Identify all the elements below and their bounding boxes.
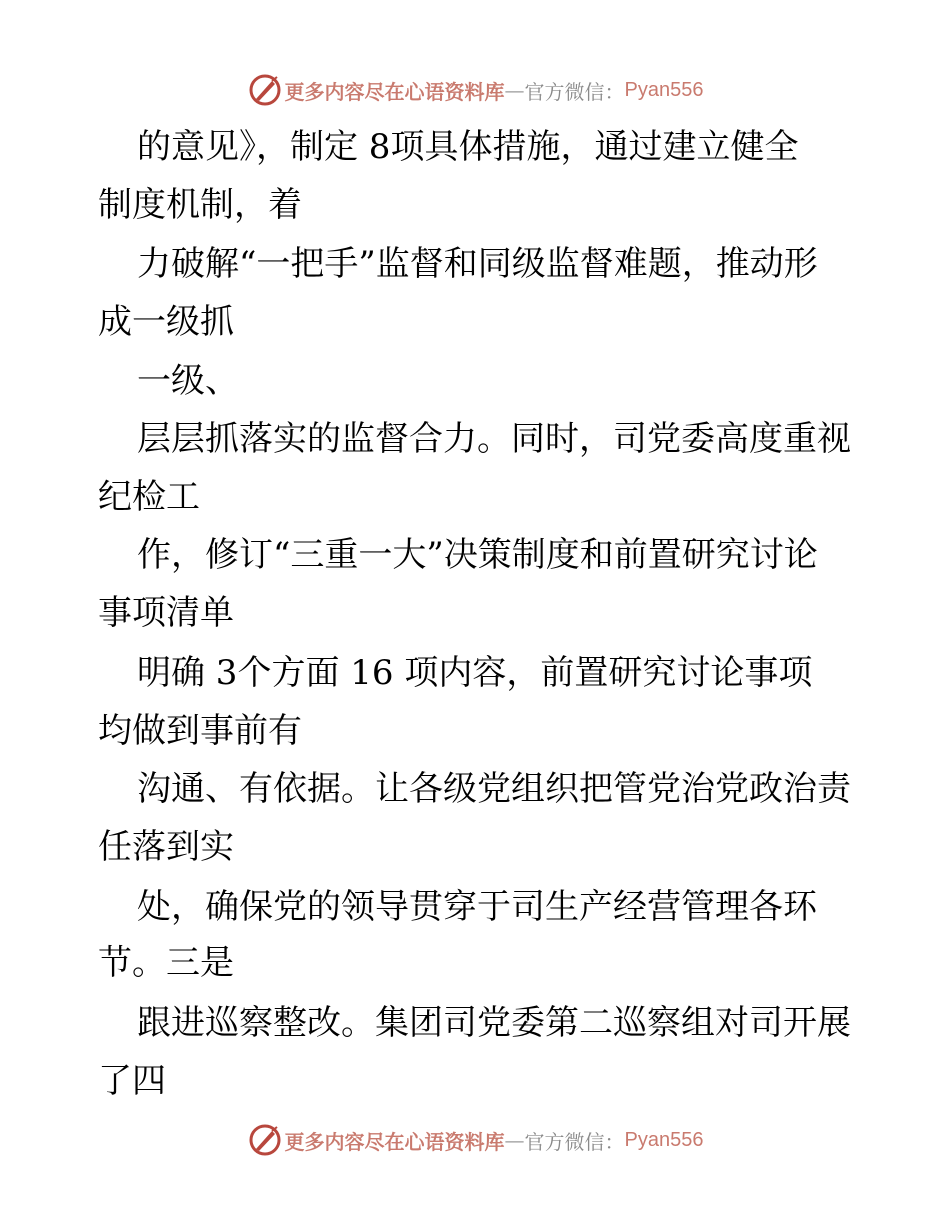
banner-main-text: 更多内容尽在心语资料库 — [284, 1129, 505, 1154]
body-line: 均做到事前有 — [98, 711, 302, 751]
body-line: 层层抓落实的监督合力。同时，司党委高度重视 — [137, 419, 851, 459]
body-line: 了四 — [98, 1061, 166, 1101]
body-line: 的意见》，制定 8项具体措施，通过建立健全 — [137, 127, 799, 167]
banner-dash: — — [504, 78, 525, 102]
header-watermark-banner — [0, 70, 950, 110]
footer-watermark-banner — [0, 1120, 950, 1160]
banner-wechat-id: Pyan556 — [624, 1128, 704, 1151]
body-line: 成一级抓 — [98, 302, 234, 342]
banner-dash: — — [504, 1128, 525, 1152]
body-line: 跟进巡察整改。集团司党委第二巡察组对司开展 — [137, 1003, 851, 1043]
body-line: 制度机制，着 — [98, 185, 302, 225]
body-line: 作，修订“三重一大”决策制度和前置研究讨论 — [137, 535, 818, 575]
body-line: 节。三是 — [98, 943, 234, 983]
body-line: 纪检工 — [98, 477, 200, 517]
banner-main-text: 更多内容尽在心语资料库 — [284, 79, 505, 104]
quill-logo-icon — [247, 1122, 283, 1158]
body-line: 任落到实 — [98, 827, 234, 867]
body-line: 处，确保党的领导贯穿于司生产经营管理各环 — [137, 887, 817, 927]
body-line: 力破解“一把手”监督和同级监督难题，推动形 — [137, 244, 818, 284]
body-line: 沟通、有依据。让各级党组织把管党治党政治责 — [137, 769, 851, 809]
body-line: 事项清单 — [98, 593, 234, 633]
banner-wechat-id: Pyan556 — [624, 78, 704, 101]
body-line: 一级、 — [137, 361, 239, 401]
body-line: 明确 3个方面 16 项内容，前置研究讨论事项 — [137, 653, 813, 693]
banner-wechat-label: 官方微信： — [524, 79, 625, 104]
quill-logo-icon — [247, 72, 283, 108]
banner-wechat-label: 官方微信： — [524, 1129, 625, 1154]
